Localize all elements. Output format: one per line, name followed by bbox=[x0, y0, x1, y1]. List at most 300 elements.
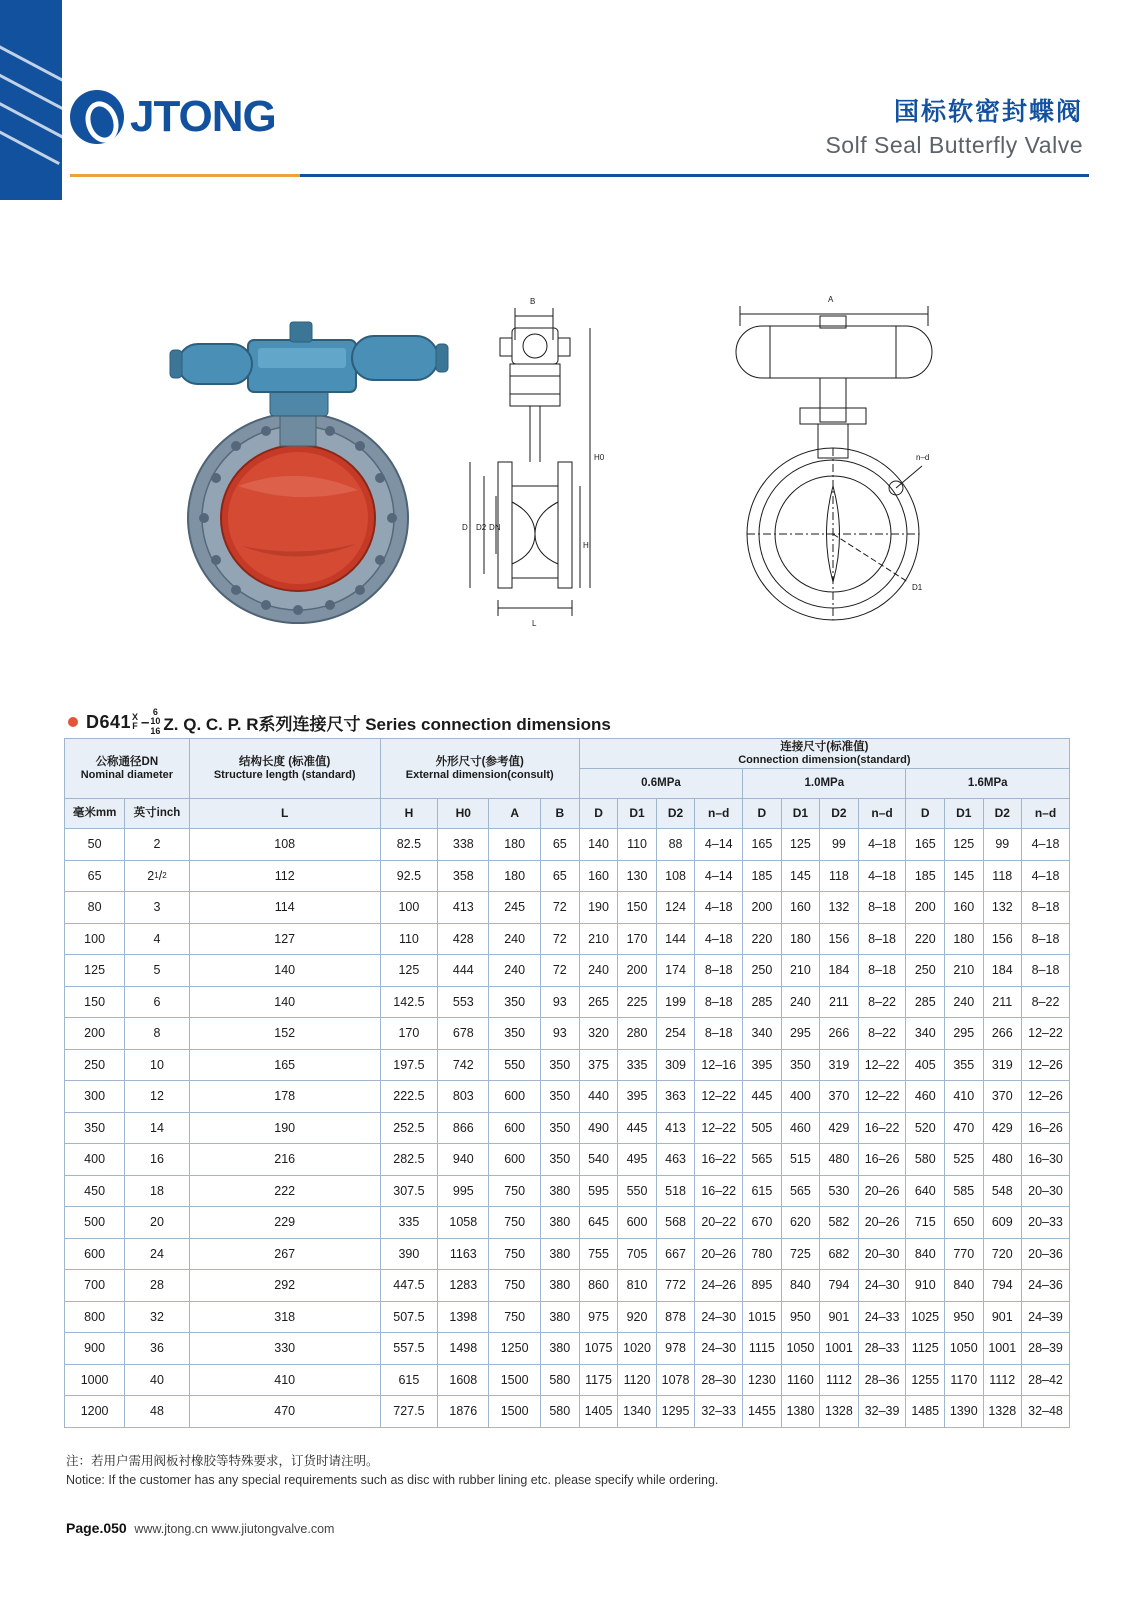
cell-dn-mm: 1200 bbox=[65, 1396, 125, 1428]
valve-product-illustration bbox=[130, 300, 460, 630]
cell-D1-16: 650 bbox=[945, 1207, 984, 1239]
cell-nd-16: 20–33 bbox=[1022, 1207, 1070, 1239]
th-mm: 毫米mm bbox=[65, 799, 125, 829]
cell-D1-06: 810 bbox=[618, 1270, 657, 1302]
cell-nd-10: 8–22 bbox=[858, 1018, 906, 1050]
cell-H0: 1876 bbox=[438, 1396, 489, 1428]
cell-D2-16: 548 bbox=[983, 1175, 1022, 1207]
cell-nd-16: 4–18 bbox=[1022, 829, 1070, 861]
section-title-text: Z. Q. C. P. R系列连接尺寸 Series connection dimensions bbox=[163, 714, 611, 734]
cell-nd-16: 28–39 bbox=[1022, 1333, 1070, 1365]
cell-H0: 338 bbox=[438, 829, 489, 861]
cell-D-10: 185 bbox=[743, 860, 782, 892]
cell-D-16: 250 bbox=[906, 955, 945, 987]
cell-H: 197.5 bbox=[380, 1049, 437, 1081]
cell-dn-mm: 450 bbox=[65, 1175, 125, 1207]
cell-dn-mm: 500 bbox=[65, 1207, 125, 1239]
cell-D2-16: 1001 bbox=[983, 1333, 1022, 1365]
logo-circle-icon bbox=[70, 90, 124, 144]
cell-D-06: 240 bbox=[579, 955, 618, 987]
cell-nd-10: 8–18 bbox=[858, 955, 906, 987]
cell-nd-06: 12–16 bbox=[695, 1049, 743, 1081]
th-D1-06: D1 bbox=[618, 799, 657, 829]
cell-nd-10: 8–22 bbox=[858, 986, 906, 1018]
pressure-6: 6 bbox=[152, 707, 158, 717]
cell-nd-10: 12–22 bbox=[858, 1049, 906, 1081]
cell-D1-16: 840 bbox=[945, 1270, 984, 1302]
cell-nd-16: 4–18 bbox=[1022, 860, 1070, 892]
cell-D2-16: 370 bbox=[983, 1081, 1022, 1113]
table-row bbox=[65, 1018, 1070, 1050]
cell-D2-10: 99 bbox=[820, 829, 859, 861]
model-code-suffix-top: X bbox=[132, 711, 139, 722]
cell-H0: 428 bbox=[438, 923, 489, 955]
cell-D2-06: 108 bbox=[656, 860, 695, 892]
cell-D1-06: 150 bbox=[618, 892, 657, 924]
table-head bbox=[65, 739, 1070, 829]
cell-dn-inch: 10 bbox=[125, 1049, 190, 1081]
cell-D2-10: 1001 bbox=[820, 1333, 859, 1365]
cell-D-10: 895 bbox=[743, 1270, 782, 1302]
cell-dn-inch: 8 bbox=[125, 1018, 190, 1050]
cell-D1-06: 110 bbox=[618, 829, 657, 861]
cell-L: 267 bbox=[189, 1238, 380, 1270]
cell-A: 1500 bbox=[489, 1364, 540, 1396]
cell-D1-10: 620 bbox=[781, 1207, 820, 1239]
cell-nd-10: 28–36 bbox=[858, 1364, 906, 1396]
cell-D2-16: 609 bbox=[983, 1207, 1022, 1239]
cell-A: 180 bbox=[489, 860, 540, 892]
cell-dn-mm: 1000 bbox=[65, 1364, 125, 1396]
cell-D-06: 595 bbox=[579, 1175, 618, 1207]
cell-L: 330 bbox=[189, 1333, 380, 1365]
cell-D2-06: 199 bbox=[656, 986, 695, 1018]
cell-D2-16: 1112 bbox=[983, 1364, 1022, 1396]
product-drawings bbox=[0, 210, 1131, 628]
th-D1-10: D1 bbox=[781, 799, 820, 829]
decor-stripe bbox=[0, 62, 62, 121]
cell-A: 1250 bbox=[489, 1333, 540, 1365]
cell-nd-10: 24–33 bbox=[858, 1301, 906, 1333]
table-row bbox=[65, 923, 1070, 955]
cell-nd-10: 20–30 bbox=[858, 1238, 906, 1270]
cell-dn-inch: 12 bbox=[125, 1081, 190, 1113]
cell-D-10: 445 bbox=[743, 1081, 782, 1113]
cell-D1-06: 395 bbox=[618, 1081, 657, 1113]
cell-D-06: 755 bbox=[579, 1238, 618, 1270]
cell-D1-10: 180 bbox=[781, 923, 820, 955]
svg-text:B: B bbox=[530, 297, 536, 306]
th-H: H bbox=[380, 799, 437, 829]
cell-D1-10: 240 bbox=[781, 986, 820, 1018]
cell-D-10: 220 bbox=[743, 923, 782, 955]
cell-H0: 803 bbox=[438, 1081, 489, 1113]
cell-H: 252.5 bbox=[380, 1112, 437, 1144]
cell-D1-06: 705 bbox=[618, 1238, 657, 1270]
cell-A: 750 bbox=[489, 1175, 540, 1207]
logo-text: JTONG bbox=[130, 92, 276, 141]
svg-text:A: A bbox=[828, 295, 834, 304]
cell-nd-06: 28–30 bbox=[695, 1364, 743, 1396]
th-structure-length: 结构长度 (标准值) Structure length (standard) bbox=[189, 739, 380, 799]
cell-D2-06: 518 bbox=[656, 1175, 695, 1207]
cell-H0: 1398 bbox=[438, 1301, 489, 1333]
cell-B: 93 bbox=[540, 1018, 579, 1050]
cell-nd-16: 24–36 bbox=[1022, 1270, 1070, 1302]
cell-D-16: 715 bbox=[906, 1207, 945, 1239]
model-code-suffix-stack bbox=[132, 713, 138, 732]
cell-L: 140 bbox=[189, 986, 380, 1018]
table-body bbox=[65, 829, 1070, 1428]
cell-B: 350 bbox=[540, 1144, 579, 1176]
cell-D2-16: 901 bbox=[983, 1301, 1022, 1333]
cell-H: 142.5 bbox=[380, 986, 437, 1018]
brand-logo bbox=[70, 90, 276, 144]
cell-D2-06: 667 bbox=[656, 1238, 695, 1270]
cell-L: 165 bbox=[189, 1049, 380, 1081]
cell-dn-inch: 24 bbox=[125, 1238, 190, 1270]
cell-H: 170 bbox=[380, 1018, 437, 1050]
cell-nd-16: 12–26 bbox=[1022, 1081, 1070, 1113]
cell-D-10: 250 bbox=[743, 955, 782, 987]
pressure-10: 10 bbox=[150, 716, 161, 727]
cell-D1-10: 210 bbox=[781, 955, 820, 987]
cell-D1-16: 145 bbox=[945, 860, 984, 892]
cell-D1-16: 1050 bbox=[945, 1333, 984, 1365]
cell-D-06: 975 bbox=[579, 1301, 618, 1333]
table-row bbox=[65, 1301, 1070, 1333]
header-title-group bbox=[825, 96, 1083, 161]
cell-D1-16: 160 bbox=[945, 892, 984, 924]
cell-A: 750 bbox=[489, 1301, 540, 1333]
th-pressure-06: 0.6MPa bbox=[579, 769, 742, 799]
cell-D1-10: 1380 bbox=[781, 1396, 820, 1428]
cell-nd-10: 20–26 bbox=[858, 1175, 906, 1207]
cell-D2-10: 370 bbox=[820, 1081, 859, 1113]
cell-H0: 866 bbox=[438, 1112, 489, 1144]
cell-nd-06: 16–22 bbox=[695, 1175, 743, 1207]
table-row bbox=[65, 892, 1070, 924]
cell-nd-16: 8–18 bbox=[1022, 892, 1070, 924]
cell-D1-10: 145 bbox=[781, 860, 820, 892]
svg-text:D2: D2 bbox=[476, 523, 487, 532]
cell-dn-mm: 50 bbox=[65, 829, 125, 861]
cell-A: 350 bbox=[489, 1018, 540, 1050]
cell-nd-06: 8–18 bbox=[695, 986, 743, 1018]
cell-H: 507.5 bbox=[380, 1301, 437, 1333]
th-pressure-10: 1.0MPa bbox=[743, 769, 906, 799]
cell-D-16: 840 bbox=[906, 1238, 945, 1270]
cell-D-10: 1115 bbox=[743, 1333, 782, 1365]
page-number: Page.050 bbox=[66, 1520, 127, 1536]
model-code-prefix: D641 bbox=[86, 711, 132, 732]
cell-nd-06: 12–22 bbox=[695, 1081, 743, 1113]
cell-D-16: 340 bbox=[906, 1018, 945, 1050]
cell-D1-16: 525 bbox=[945, 1144, 984, 1176]
cell-nd-10: 8–18 bbox=[858, 923, 906, 955]
cell-D2-06: 174 bbox=[656, 955, 695, 987]
footer-urls[interactable]: www.jtong.cn www.jiutongvalve.com bbox=[134, 1522, 335, 1536]
cell-A: 750 bbox=[489, 1207, 540, 1239]
cell-D1-06: 1020 bbox=[618, 1333, 657, 1365]
cell-nd-06: 24–26 bbox=[695, 1270, 743, 1302]
table-row bbox=[65, 860, 1070, 892]
cell-H: 125 bbox=[380, 955, 437, 987]
table-row bbox=[65, 1049, 1070, 1081]
cell-B: 580 bbox=[540, 1364, 579, 1396]
th-A: A bbox=[489, 799, 540, 829]
cell-D-10: 780 bbox=[743, 1238, 782, 1270]
cell-D2-06: 413 bbox=[656, 1112, 695, 1144]
cell-nd-10: 4–18 bbox=[858, 829, 906, 861]
cell-D2-10: 1112 bbox=[820, 1364, 859, 1396]
cell-H0: 1498 bbox=[438, 1333, 489, 1365]
cell-D-10: 285 bbox=[743, 986, 782, 1018]
cell-nd-06: 8–18 bbox=[695, 955, 743, 987]
cell-dn-mm: 400 bbox=[65, 1144, 125, 1176]
cell-D2-16: 211 bbox=[983, 986, 1022, 1018]
cell-D1-06: 495 bbox=[618, 1144, 657, 1176]
cell-L: 229 bbox=[189, 1207, 380, 1239]
cell-nd-16: 12–22 bbox=[1022, 1018, 1070, 1050]
cell-H: 110 bbox=[380, 923, 437, 955]
cell-D2-06: 309 bbox=[656, 1049, 695, 1081]
decor-stripe bbox=[0, 106, 60, 165]
cell-H0: 553 bbox=[438, 986, 489, 1018]
cell-B: 380 bbox=[540, 1207, 579, 1239]
svg-text:H0: H0 bbox=[594, 453, 605, 462]
cell-D-16: 285 bbox=[906, 986, 945, 1018]
cell-nd-16: 20–36 bbox=[1022, 1238, 1070, 1270]
th-D2-10: D2 bbox=[820, 799, 859, 829]
cell-nd-16: 20–30 bbox=[1022, 1175, 1070, 1207]
cell-D-10: 340 bbox=[743, 1018, 782, 1050]
cell-D1-16: 770 bbox=[945, 1238, 984, 1270]
cell-D2-16: 720 bbox=[983, 1238, 1022, 1270]
cell-D1-10: 1050 bbox=[781, 1333, 820, 1365]
cell-dn-mm: 350 bbox=[65, 1112, 125, 1144]
table-row bbox=[65, 1270, 1070, 1302]
svg-text:DN: DN bbox=[489, 523, 501, 532]
cell-L: 127 bbox=[189, 923, 380, 955]
cell-H: 447.5 bbox=[380, 1270, 437, 1302]
cell-D2-10: 184 bbox=[820, 955, 859, 987]
th-D-10: D bbox=[743, 799, 782, 829]
cell-D1-16: 1170 bbox=[945, 1364, 984, 1396]
cell-D-16: 220 bbox=[906, 923, 945, 955]
cell-D2-10: 132 bbox=[820, 892, 859, 924]
table-row bbox=[65, 986, 1070, 1018]
th-inch: 英寸inch bbox=[125, 799, 190, 829]
cell-D-06: 1175 bbox=[579, 1364, 618, 1396]
cell-nd-16: 16–30 bbox=[1022, 1144, 1070, 1176]
cell-D1-16: 180 bbox=[945, 923, 984, 955]
th-B: B bbox=[540, 799, 579, 829]
cell-D1-10: 515 bbox=[781, 1144, 820, 1176]
cell-nd-06: 4–18 bbox=[695, 892, 743, 924]
cell-nd-06: 32–33 bbox=[695, 1396, 743, 1428]
dimensions-table-wrap bbox=[64, 738, 1070, 1428]
cell-B: 380 bbox=[540, 1301, 579, 1333]
cell-dn-mm: 150 bbox=[65, 986, 125, 1018]
cell-dn-inch: 6 bbox=[125, 986, 190, 1018]
cell-A: 750 bbox=[489, 1270, 540, 1302]
table-row bbox=[65, 1396, 1070, 1428]
cell-A: 240 bbox=[489, 955, 540, 987]
cell-A: 600 bbox=[489, 1144, 540, 1176]
cell-D2-10: 530 bbox=[820, 1175, 859, 1207]
cell-D2-06: 124 bbox=[656, 892, 695, 924]
page-header bbox=[0, 0, 1131, 200]
table-head-row-1 bbox=[65, 739, 1070, 769]
cell-dn-inch: 48 bbox=[125, 1396, 190, 1428]
cell-B: 72 bbox=[540, 955, 579, 987]
cell-H0: 1058 bbox=[438, 1207, 489, 1239]
cell-D1-16: 410 bbox=[945, 1081, 984, 1113]
cell-D-16: 405 bbox=[906, 1049, 945, 1081]
cell-nd-06: 4–18 bbox=[695, 923, 743, 955]
cell-H0: 995 bbox=[438, 1175, 489, 1207]
cell-H0: 444 bbox=[438, 955, 489, 987]
page-title-en: Solf Seal Butterfly Valve bbox=[825, 131, 1083, 158]
cell-D2-06: 144 bbox=[656, 923, 695, 955]
cell-D-06: 190 bbox=[579, 892, 618, 924]
cell-D-16: 200 bbox=[906, 892, 945, 924]
cell-nd-06: 16–22 bbox=[695, 1144, 743, 1176]
cell-nd-10: 4–18 bbox=[858, 860, 906, 892]
cell-D-16: 460 bbox=[906, 1081, 945, 1113]
cell-D1-16: 125 bbox=[945, 829, 984, 861]
cell-B: 65 bbox=[540, 860, 579, 892]
cell-D-06: 860 bbox=[579, 1270, 618, 1302]
cell-H: 727.5 bbox=[380, 1396, 437, 1428]
cell-L: 216 bbox=[189, 1144, 380, 1176]
cell-D1-10: 460 bbox=[781, 1112, 820, 1144]
cell-D-16: 910 bbox=[906, 1270, 945, 1302]
cell-A: 600 bbox=[489, 1112, 540, 1144]
cell-H: 92.5 bbox=[380, 860, 437, 892]
cell-D-06: 1075 bbox=[579, 1333, 618, 1365]
cell-dn-mm: 300 bbox=[65, 1081, 125, 1113]
cell-nd-06: 12–22 bbox=[695, 1112, 743, 1144]
cell-D-16: 640 bbox=[906, 1175, 945, 1207]
cell-D2-10: 901 bbox=[820, 1301, 859, 1333]
cell-nd-06: 20–22 bbox=[695, 1207, 743, 1239]
model-code-suffix-bottom: F bbox=[132, 721, 138, 732]
th-connection-dimension: 连接尺寸(标准值) Connection dimension(standard) bbox=[579, 739, 1069, 769]
cell-dn-inch: 20 bbox=[125, 1207, 190, 1239]
cell-D-10: 1455 bbox=[743, 1396, 782, 1428]
cell-D1-06: 200 bbox=[618, 955, 657, 987]
cell-nd-10: 32–39 bbox=[858, 1396, 906, 1428]
cell-B: 72 bbox=[540, 923, 579, 955]
cell-D1-06: 550 bbox=[618, 1175, 657, 1207]
cell-D1-16: 470 bbox=[945, 1112, 984, 1144]
cell-nd-06: 8–18 bbox=[695, 1018, 743, 1050]
cell-D-10: 165 bbox=[743, 829, 782, 861]
cell-D-10: 1015 bbox=[743, 1301, 782, 1333]
cell-H: 100 bbox=[380, 892, 437, 924]
cell-L: 318 bbox=[189, 1301, 380, 1333]
table-head-row-3 bbox=[65, 799, 1070, 829]
cell-D1-06: 280 bbox=[618, 1018, 657, 1050]
cell-L: 292 bbox=[189, 1270, 380, 1302]
cell-B: 380 bbox=[540, 1270, 579, 1302]
th-L: L bbox=[189, 799, 380, 829]
cell-D1-16: 950 bbox=[945, 1301, 984, 1333]
notes-block bbox=[66, 1452, 718, 1490]
cell-D2-16: 319 bbox=[983, 1049, 1022, 1081]
cell-H: 615 bbox=[380, 1364, 437, 1396]
svg-text:L: L bbox=[532, 619, 537, 628]
cell-L: 112 bbox=[189, 860, 380, 892]
cell-B: 72 bbox=[540, 892, 579, 924]
cell-D-06: 140 bbox=[579, 829, 618, 861]
dimensions-table bbox=[64, 738, 1070, 1428]
cell-D-10: 670 bbox=[743, 1207, 782, 1239]
note-en: Notice: If the customer has any special requirements such as disc with rubber lining etc. please specify while ordering. bbox=[66, 1472, 719, 1487]
cell-B: 93 bbox=[540, 986, 579, 1018]
cell-H: 557.5 bbox=[380, 1333, 437, 1365]
cell-D2-10: 118 bbox=[820, 860, 859, 892]
cell-D2-10: 794 bbox=[820, 1270, 859, 1302]
cell-dn-mm: 80 bbox=[65, 892, 125, 924]
cell-nd-10: 20–26 bbox=[858, 1207, 906, 1239]
cell-D1-16: 240 bbox=[945, 986, 984, 1018]
cell-D2-10: 211 bbox=[820, 986, 859, 1018]
cell-A: 750 bbox=[489, 1238, 540, 1270]
cell-B: 350 bbox=[540, 1049, 579, 1081]
cell-D-06: 540 bbox=[579, 1144, 618, 1176]
svg-text:D1: D1 bbox=[912, 583, 923, 592]
cell-dn-inch: 5 bbox=[125, 955, 190, 987]
cell-D2-16: 184 bbox=[983, 955, 1022, 987]
cell-L: 410 bbox=[189, 1364, 380, 1396]
cell-nd-06: 24–30 bbox=[695, 1301, 743, 1333]
valve-front-view-drawing bbox=[700, 290, 980, 640]
cell-nd-10: 24–30 bbox=[858, 1270, 906, 1302]
cell-nd-06: 4–14 bbox=[695, 829, 743, 861]
cell-D-16: 1025 bbox=[906, 1301, 945, 1333]
table-row bbox=[65, 1333, 1070, 1365]
cell-D1-06: 445 bbox=[618, 1112, 657, 1144]
cell-D2-06: 1078 bbox=[656, 1364, 695, 1396]
th-H0: H0 bbox=[438, 799, 489, 829]
cell-H0: 413 bbox=[438, 892, 489, 924]
page-footer bbox=[66, 1520, 334, 1536]
cell-A: 1500 bbox=[489, 1396, 540, 1428]
cell-B: 65 bbox=[540, 829, 579, 861]
cell-D2-06: 568 bbox=[656, 1207, 695, 1239]
cell-D-16: 1485 bbox=[906, 1396, 945, 1428]
cell-D-06: 440 bbox=[579, 1081, 618, 1113]
cell-D-06: 490 bbox=[579, 1112, 618, 1144]
section-title bbox=[68, 708, 611, 736]
th-external-dimension: 外形尺寸(参考值) External dimension(consult) bbox=[380, 739, 579, 799]
model-code-dash: – bbox=[141, 713, 150, 731]
cell-H0: 742 bbox=[438, 1049, 489, 1081]
cell-D2-06: 772 bbox=[656, 1270, 695, 1302]
bullet-icon bbox=[68, 717, 78, 727]
cell-D2-06: 1295 bbox=[656, 1396, 695, 1428]
cell-nd-16: 24–39 bbox=[1022, 1301, 1070, 1333]
cell-D-16: 165 bbox=[906, 829, 945, 861]
cell-L: 190 bbox=[189, 1112, 380, 1144]
th-nd-16: n–d bbox=[1022, 799, 1070, 829]
cell-nd-10: 12–22 bbox=[858, 1081, 906, 1113]
cell-A: 350 bbox=[489, 986, 540, 1018]
cell-nd-16: 12–26 bbox=[1022, 1049, 1070, 1081]
